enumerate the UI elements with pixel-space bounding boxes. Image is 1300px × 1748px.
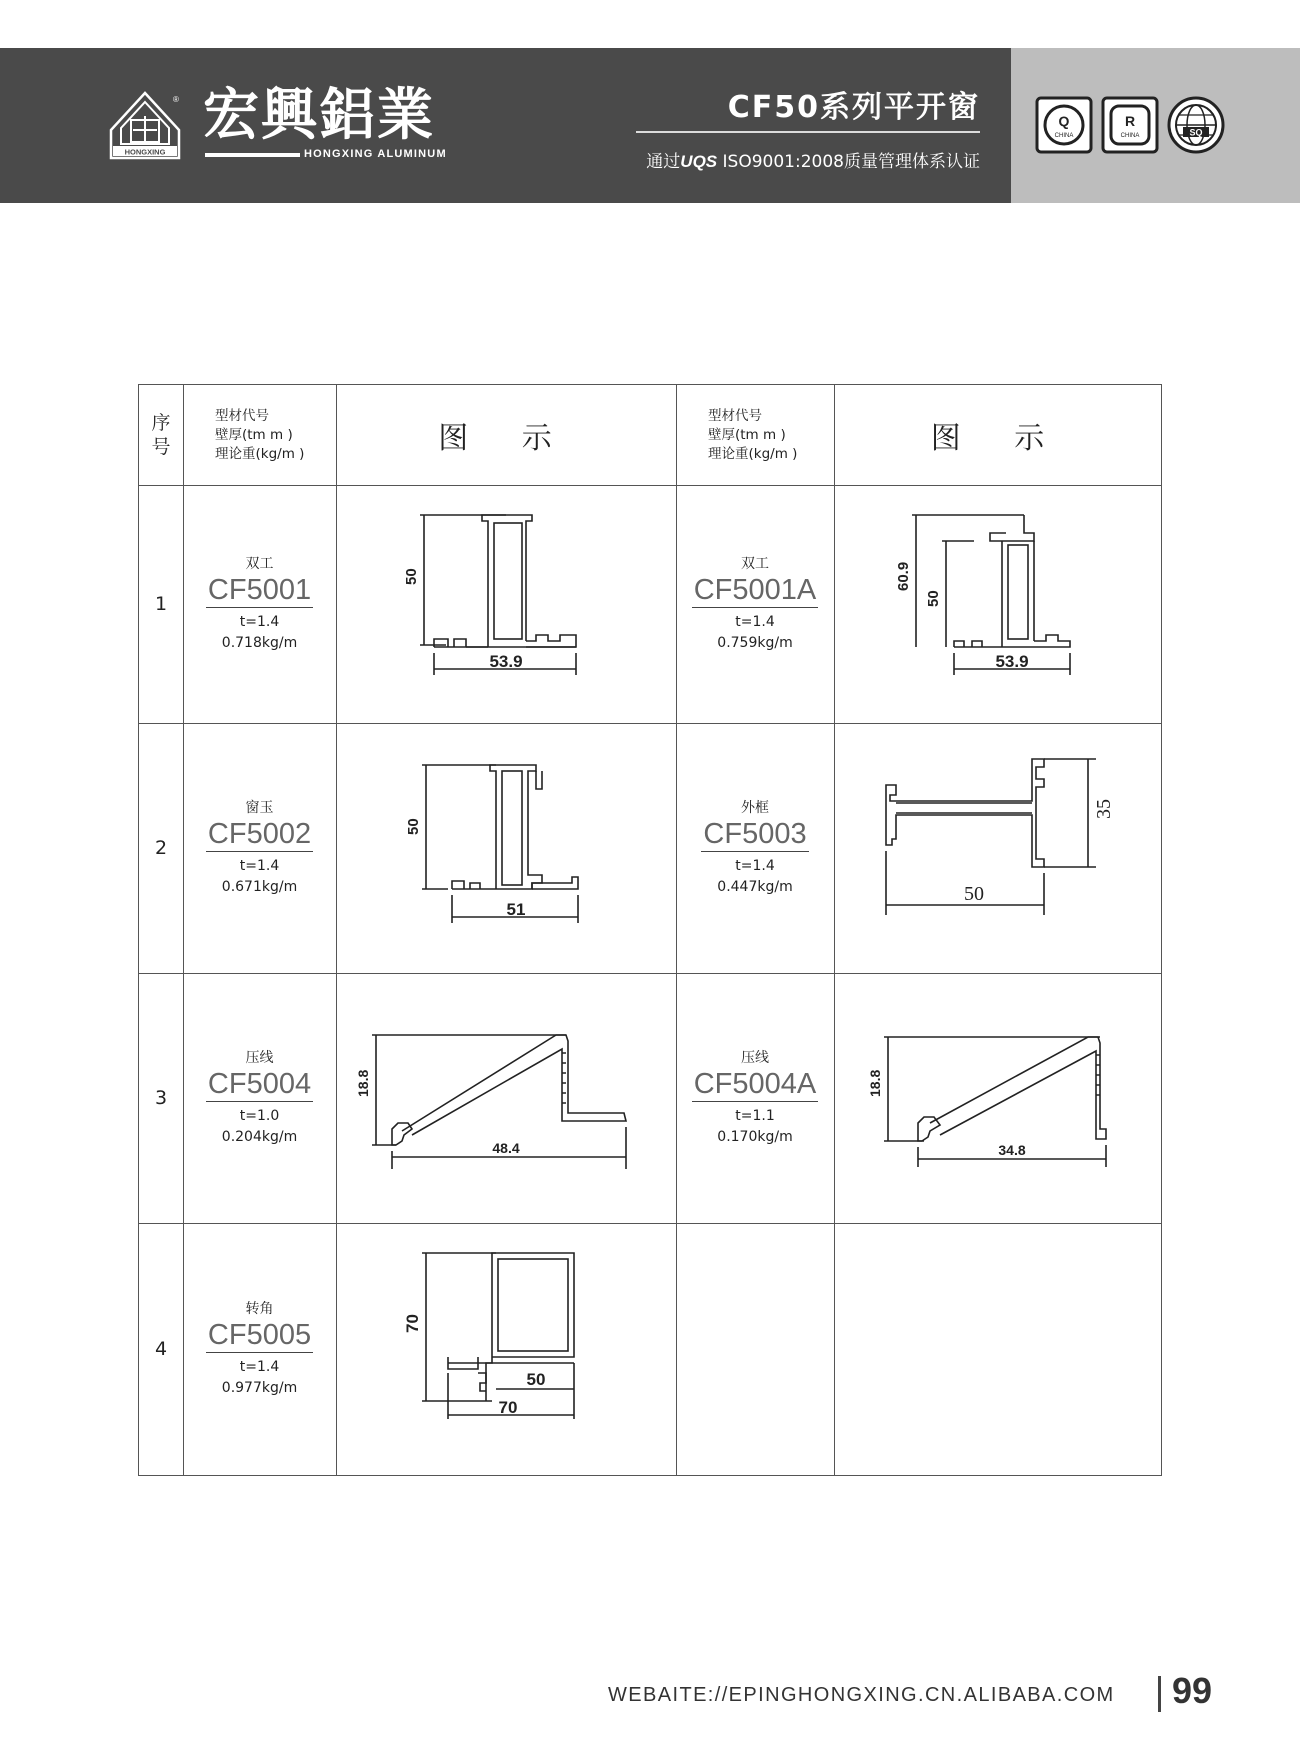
profile-spec [183, 723, 336, 973]
profile-weight: 0.447kg/m [717, 878, 793, 895]
svg-text:50: 50 [925, 590, 942, 607]
head-spec-line: 型材代号 [708, 407, 762, 424]
svg-text:70: 70 [403, 1314, 422, 1333]
head-spec-right [676, 385, 834, 485]
profile-drawing [336, 723, 676, 973]
empty-cell [676, 1223, 834, 1475]
certification-line [646, 147, 980, 172]
svg-text:18.8: 18.8 [867, 1069, 883, 1097]
profile-weight: 0.718kg/m [221, 634, 298, 651]
svg-text:50: 50 [964, 883, 984, 905]
profile-name: 压线 [245, 1049, 274, 1066]
profile-code: CF5002 [207, 817, 312, 850]
empty-cell [834, 1223, 1163, 1475]
profile-drawing [834, 485, 1163, 723]
profile-spec [676, 973, 834, 1223]
r-china-badge-icon [1101, 96, 1159, 154]
profile-spec [676, 485, 834, 723]
svg-text:35: 35 [1093, 799, 1115, 819]
profile-name: 外框 [741, 799, 769, 816]
profile-thickness: t=1.4 [735, 857, 775, 874]
profile-spec [183, 485, 336, 723]
svg-text:18.8: 18.8 [355, 1069, 371, 1097]
svg-text:50: 50 [405, 818, 422, 835]
head-spec-line: 型材代号 [215, 407, 269, 424]
uqs-mark: UQS [680, 152, 718, 171]
head-seq [139, 385, 183, 485]
q-china-badge-icon [1035, 96, 1093, 154]
row-number: 1 [154, 593, 168, 615]
row-number: 4 [154, 1338, 168, 1360]
head-spec-left [183, 385, 336, 485]
globe-sq-badge-icon [1167, 96, 1225, 154]
profile-thickness: t=1.4 [239, 613, 280, 630]
svg-text:48.4: 48.4 [492, 1140, 520, 1156]
hongxing-logo-icon [107, 90, 183, 162]
profile-thickness: t=1.0 [239, 1107, 280, 1124]
svg-text:®: ® [173, 95, 179, 104]
profile-code: CF5005 [207, 1318, 312, 1351]
series-title: CF50系列平开窗 [727, 90, 980, 125]
svg-text:53.9: 53.9 [489, 652, 523, 671]
profile-name: 转角 [245, 1300, 274, 1317]
profile-code: CF5001 [207, 573, 312, 606]
website-url: WEBAITE://EPINGHONGXING.CN.ALIBABA.COM [608, 1684, 1115, 1706]
svg-text:CHINA: CHINA [1054, 133, 1074, 139]
profile-spec [183, 1223, 336, 1475]
profile-weight: 0.204kg/m [221, 1128, 298, 1145]
profile-spec [183, 973, 336, 1223]
row-number: 3 [154, 1087, 168, 1109]
head-spec-line: 理论重(kg/m ) [215, 445, 305, 462]
svg-text:60.9: 60.9 [895, 561, 912, 591]
profile-thickness: t=1.4 [735, 613, 775, 630]
head-figure-right: 图 示 [930, 421, 1067, 456]
profile-thickness: t=1.1 [735, 1107, 775, 1124]
profile-weight: 0.170kg/m [717, 1128, 793, 1145]
profile-code: CF5001A [693, 573, 817, 606]
page-number: 99 [1172, 1670, 1213, 1711]
profile-weight: 0.977kg/m [221, 1379, 298, 1396]
svg-text:R: R [1124, 113, 1136, 129]
profile-code: CF5003 [703, 817, 807, 850]
profile-drawing [336, 485, 676, 723]
head-seq-line: 序 [151, 412, 171, 434]
profile-drawing [834, 723, 1163, 973]
page-header [0, 48, 1300, 203]
row-number: 2 [154, 837, 168, 859]
profile-name: 双工 [741, 555, 769, 572]
svg-text:HONGXING: HONGXING [124, 147, 166, 157]
svg-text:50: 50 [403, 568, 420, 585]
cert-prefix: 通过 [646, 152, 681, 172]
svg-text:CHINA: CHINA [1120, 133, 1140, 139]
profile-drawing [336, 973, 676, 1223]
profile-weight: 0.671kg/m [221, 878, 298, 895]
svg-text:34.8: 34.8 [998, 1142, 1026, 1158]
brand-name-en: HONGXING ALUMINUM [304, 148, 447, 160]
svg-text:50: 50 [526, 1370, 546, 1389]
profile-drawing [336, 1223, 676, 1475]
cert-text: ISO9001:2008质量管理体系认证 [722, 152, 980, 172]
head-spec-line: 理论重(kg/m ) [708, 445, 798, 462]
profile-code: CF5004 [207, 1067, 312, 1100]
profile-name: 压线 [741, 1049, 769, 1066]
head-spec-line: 壁厚(tm m ) [215, 426, 293, 443]
brand-name-cn: 宏興鋁業 [203, 83, 435, 148]
profile-name: 双工 [245, 555, 274, 572]
head-figure-left: 图 示 [438, 421, 574, 456]
profile-thickness: t=1.4 [239, 1358, 280, 1375]
svg-text:70: 70 [498, 1398, 518, 1417]
header-rule [636, 131, 980, 133]
profile-drawing [834, 973, 1163, 1223]
profile-code: CF5004A [693, 1067, 817, 1100]
profile-name: 窗玉 [245, 799, 274, 816]
profile-table [138, 384, 1162, 1476]
brand-underline [205, 153, 300, 157]
profile-weight: 0.759kg/m [717, 634, 793, 651]
svg-text:Q: Q [1058, 113, 1070, 129]
svg-text:53.9: 53.9 [995, 652, 1029, 671]
profile-spec [676, 723, 834, 973]
svg-text:51: 51 [506, 900, 526, 919]
footer-divider [1158, 1676, 1161, 1712]
head-seq-line: 号 [151, 436, 171, 458]
svg-text:SQ: SQ [1189, 127, 1203, 138]
profile-thickness: t=1.4 [239, 857, 280, 874]
head-spec-line: 壁厚(tm m ) [708, 426, 786, 443]
